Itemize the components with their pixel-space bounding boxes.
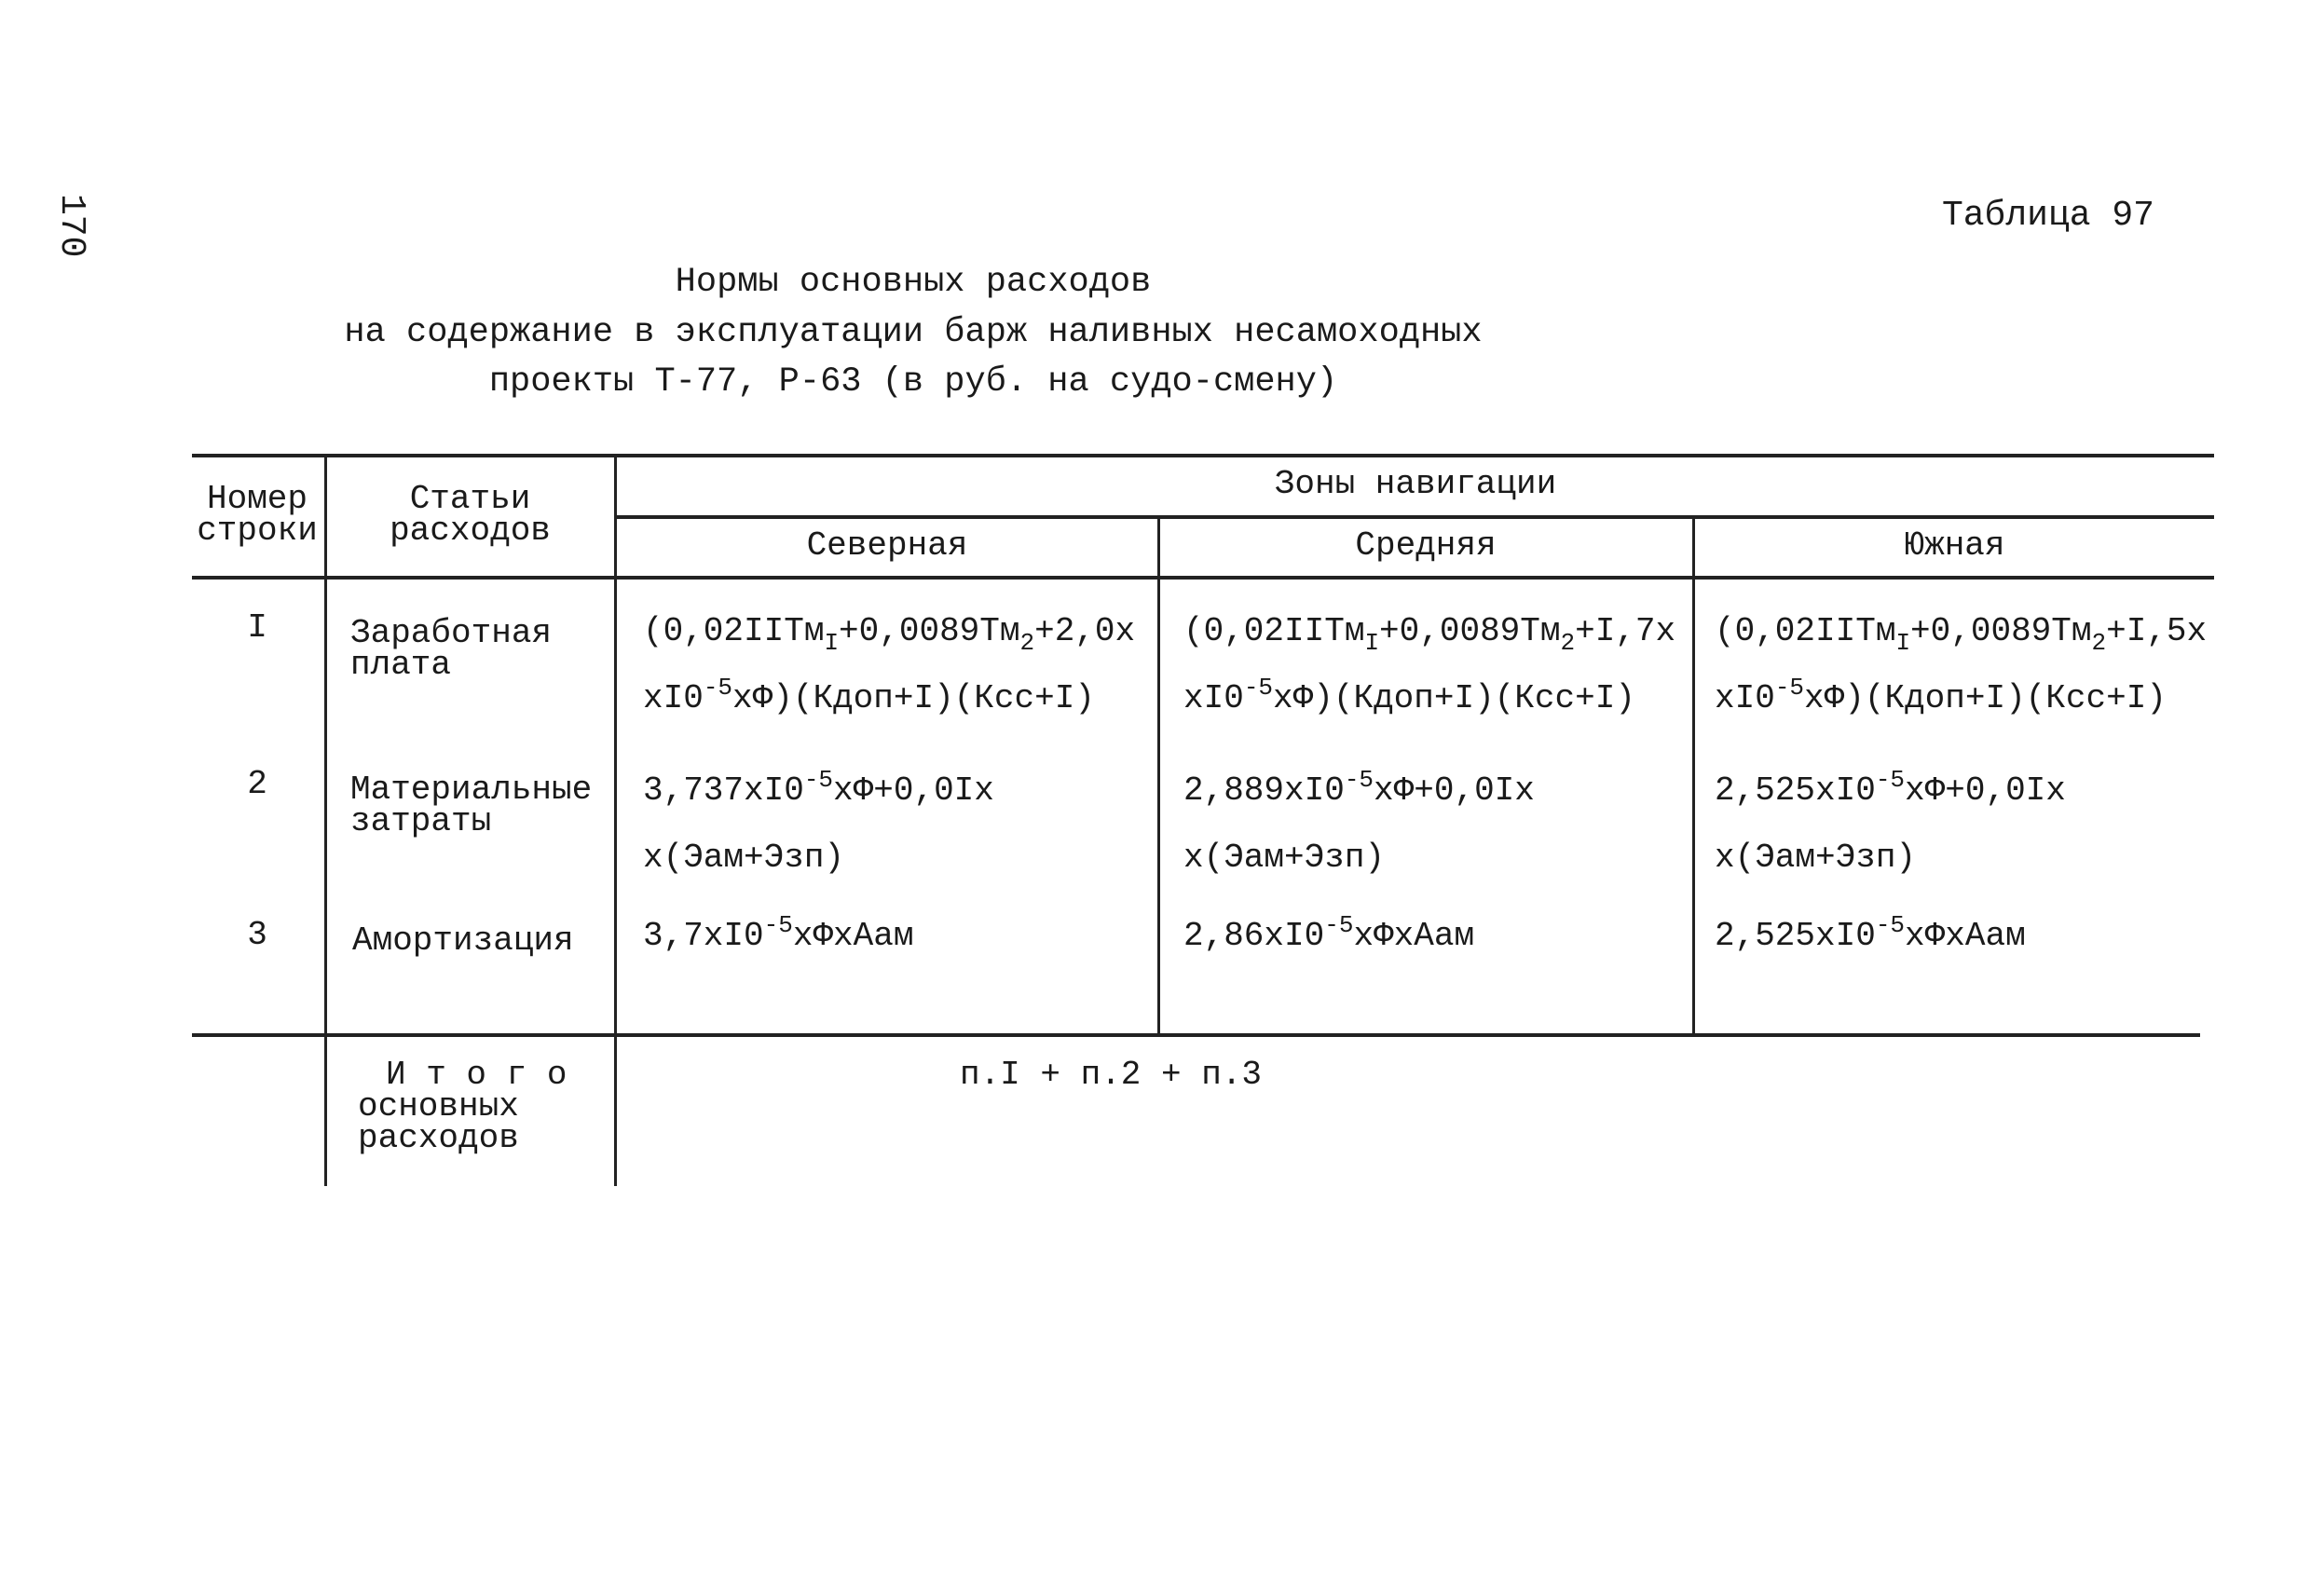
row-1-north-line-2: $хI0^{-5}хФ)(Кдоп+I)(Ксс+I)$ — [643, 674, 1095, 717]
row-3-middle-formula: $2,86хI0^{-5}хФхАам$ — [1183, 911, 1475, 955]
row-2-south-line-1: $2,525хI0^{-5}хФ+0,0Iх$ — [1715, 766, 2066, 810]
row-1-middle-line-1: ($0,02IIТм_I+0,0089Тм_2+I,7х$ — [1183, 612, 1676, 657]
row-1-item-line-1: Заработная — [350, 614, 553, 652]
row-2-middle-line-1: $2,889хI0^{-5}хФ+0,0Iх$ — [1183, 766, 1535, 810]
table-label: Таблица 97 — [1941, 196, 2154, 236]
row-2-south-line-2: х(Эам+Эзп) — [1715, 839, 1917, 877]
table-top-rule — [192, 454, 2214, 457]
total-label — [358, 1056, 567, 1157]
row-1-north-formula — [643, 598, 1135, 732]
header-row-number-line-2: строки — [197, 512, 318, 550]
column-divider-1 — [324, 454, 327, 1186]
row-3-south-formula: $2,525хI0^{-5}хФхАам$ — [1715, 911, 2026, 955]
row-2-middle-line-2: х(Эам+Эзп) — [1183, 839, 1386, 877]
header-items — [328, 480, 612, 550]
header-zones: Зоны навигации — [1274, 465, 1557, 503]
header-items-line-2: расходов — [390, 512, 551, 550]
zones-header-rule — [614, 515, 2214, 519]
row-1-middle-formula — [1183, 598, 1675, 732]
table-title-line-1: Нормы основных расходов — [675, 263, 1152, 302]
header-zone-middle: Средняя — [1355, 526, 1497, 565]
row-2-north-line-2: х(Эам+Эзп) — [643, 839, 845, 877]
row-2-item-line-2: затраты — [350, 802, 492, 840]
row-1-south-formula — [1715, 598, 2207, 732]
row-1-item-line-2: плата — [350, 646, 452, 684]
row-3-north-formula: $3,7хI0^{-5}хФхАам$ — [643, 911, 914, 955]
row-2-middle-formula — [1183, 757, 1535, 892]
total-label-line-3: расходов — [358, 1119, 519, 1157]
column-divider-3 — [1157, 515, 1160, 1033]
body-bottom-rule — [192, 1033, 2200, 1037]
row-1-north-line-1: ($0,02IIТм_I+0,0089Тм_2+2,0х$ — [643, 612, 1136, 657]
row-1-number: I — [247, 608, 267, 647]
total-label-line-1: И т о г о — [386, 1056, 567, 1094]
row-3-number: 3 — [247, 916, 267, 954]
total-label-line-2: основных — [358, 1087, 519, 1125]
row-2-south-formula — [1715, 757, 2066, 892]
row-3-item: Амортизация — [352, 921, 574, 960]
total-formula: п.I + п.2 + п.3 — [959, 1056, 1263, 1094]
header-bottom-rule — [192, 576, 2214, 580]
row-1-south-line-1: ($0,02IIТм_I+0,0089Тм_2+I,5х$ — [1715, 612, 2208, 657]
column-divider-4 — [1692, 515, 1695, 1033]
row-2-item — [350, 771, 593, 840]
header-row-number — [192, 480, 322, 550]
page-number: 170 — [51, 194, 91, 258]
row-2-north-line-1: $3,737хI0^{-5}хФ+0,0Iх$ — [643, 766, 994, 810]
row-1-south-line-2: $хI0^{-5}хФ)(Кдоп+I)(Ксс+I)$ — [1715, 674, 2167, 717]
table-title-line-3: проекты Т-77, Р-63 (в руб. на судо-смену) — [488, 362, 1338, 402]
table-title-line-2: на содержание в эксплуатации барж наливных несамоходных — [344, 313, 1483, 352]
header-zone-south: Южная — [1904, 526, 2005, 565]
row-2-north-formula — [643, 757, 994, 892]
header-zone-north: Северная — [806, 526, 968, 565]
row-1-item — [350, 614, 553, 684]
row-2-number: 2 — [247, 765, 267, 803]
header-items-line-1: Статьи — [409, 480, 531, 518]
header-row-number-line-1: Номер — [206, 480, 308, 518]
row-1-middle-line-2: $хI0^{-5}хФ)(Кдоп+I)(Ксс+I)$ — [1183, 674, 1635, 717]
row-2-item-line-1: Материальные — [350, 771, 593, 809]
